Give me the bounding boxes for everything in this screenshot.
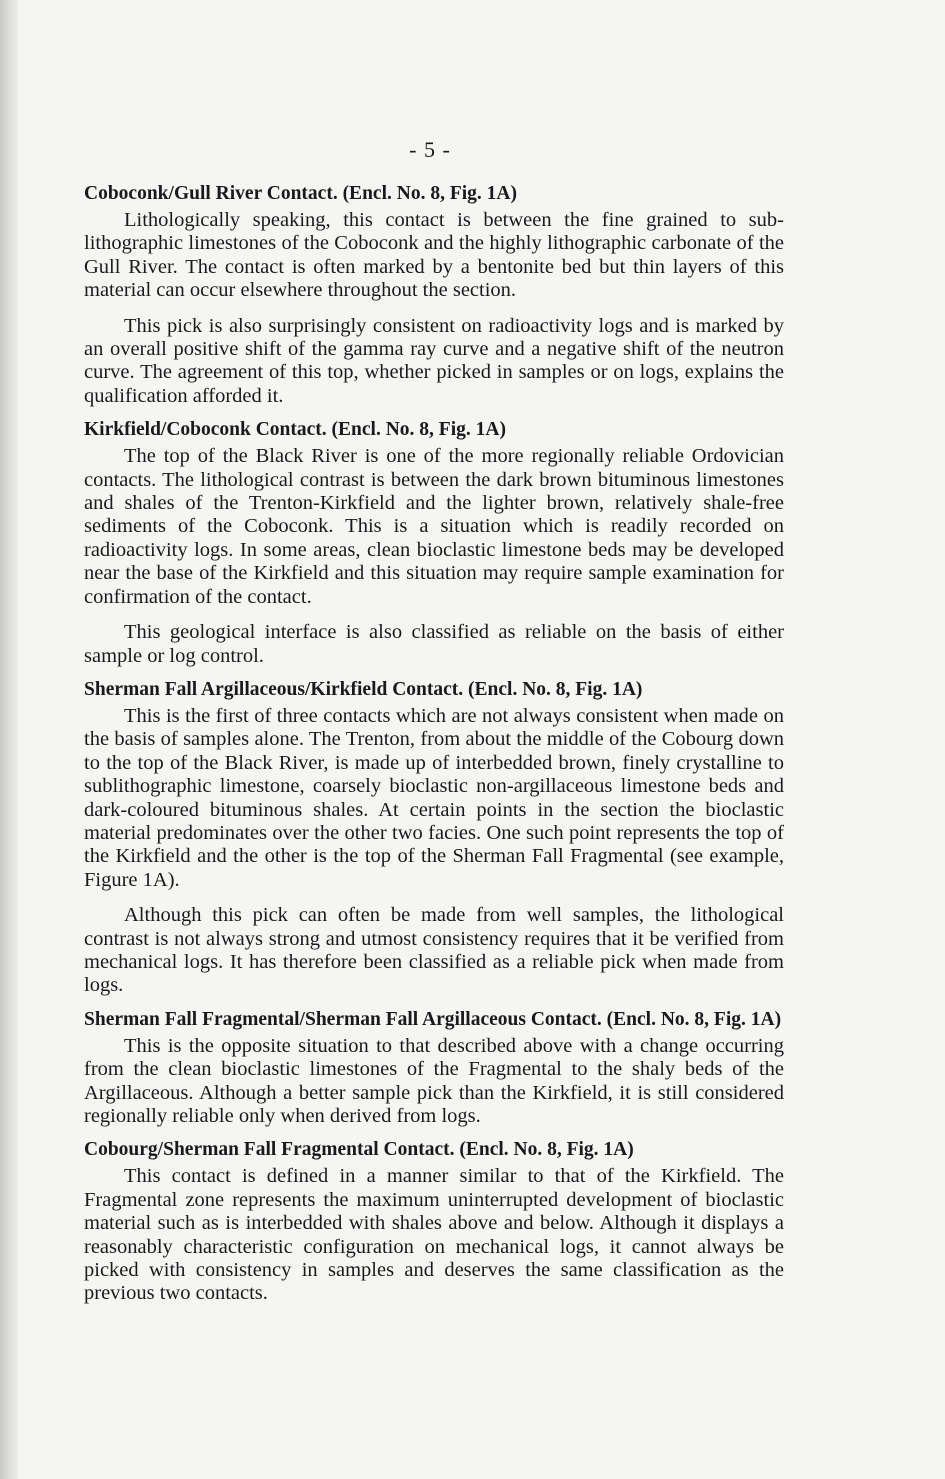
paragraph: Lithologically speaking, this contact is between the fine grained to sub-lithographic limestones of the Coboconk and the highly lithographic carbonate of the Gull River. The contact is often marked by a bentonite bed but thin layers of this material can occur elsewhere throughout the section. xyxy=(84,209,784,302)
document-body xyxy=(84,182,784,1316)
section-coboconk-gull-river xyxy=(84,182,784,408)
page-binding-edge xyxy=(0,0,18,1479)
section-heading: Coboconk/Gull River Contact. (Encl. No. 8, Fig. 1A) xyxy=(84,183,517,204)
section-sherman-fall-fragmental-argillaceous xyxy=(84,1008,784,1129)
paragraph: This is the opposite situation to that described above with a change occurring from the clean bioclastic limestones of the Fragmental to the shaly beds of the Argillaceous. Although a better sample pick than the Kirkfield, it is still considered regionally reliable only when derived from logs. xyxy=(84,1034,784,1127)
paragraph: This pick is also surprisingly consistent on radioactivity logs and is marked by an overall positive shift of the gamma ray curve and a negative shift of the neutron curve. The agreement of this top, whether picked in samples or on logs, explains the qualification afforded it. xyxy=(84,314,784,407)
paragraph: This is the first of three contacts which are not always consistent when made on the basis of samples alone. The Trenton, from about the middle of the Cobourg down to the top of the Black River, is made up of interbedded brown, finely crystalline to sublithographic limestone, coarsely bioclastic non-argillaceous limestone beds and dark-coloured bituminous shales. At certain points in the section the bioclastic material predominates over the other two facies. One such point represents the top of the Kirkfield and the other is the top of the Sherman Fall Fragmental (see example, Figure 1A). xyxy=(84,704,784,891)
section-cobourg-sherman-fall-fragmental xyxy=(84,1138,784,1305)
section-heading: Sherman Fall Argillaceous/Kirkfield Contact. (Encl. No. 8, Fig. 1A) xyxy=(84,678,643,700)
section-sherman-fall-argillaceous-kirkfield xyxy=(84,678,784,998)
section-heading: Cobourg/Sherman Fall Fragmental Contact. (Encl. No. 8, Fig. 1A) xyxy=(84,1139,634,1161)
section-heading: Sherman Fall Fragmental/Sherman Fall Argillaceous Contact. (Encl. No. 8, Fig. 1A) xyxy=(84,1008,782,1030)
page-number: - 5 - xyxy=(409,137,451,162)
section-heading: Kirkfield/Coboconk Contact. (Encl. No. 8, Fig. 1A) xyxy=(84,419,506,441)
paragraph: The top of the Black River is one of the more regionally reliable Ordovician contacts. The lithological contrast is between the dark brown bituminous limestones and shales of the Trenton-Kirkfield and the lighter brown, relatively shale-free sediments of the Coboconk. This is a situation which is readily recorded on radioactivity logs. In some areas, clean bioclastic limestone beds may be developed near the base of the Kirkfield and this situation may require sample examination for confirmation of the contact. xyxy=(84,445,784,608)
section-kirkfield-coboconk xyxy=(84,418,784,668)
paragraph: Although this pick can often be made from well samples, the lithological contrast is not always strong and utmost consistency requires that it be verified from mechanical logs. It has therefore been classified as a reliable pick when made from logs. xyxy=(84,904,784,997)
paragraph: This contact is defined in a manner similar to that of the Kirkfield. The Fragmental zone represents the maximum uninterrupted development of bioclastic material such as is interbedded with shales above and below. Although it displays a reasonably characteristic configuration on mechanical logs, it cannot always be picked with consistency in samples and deserves the same classification as the previous two contacts. xyxy=(84,1165,784,1305)
paragraph: This geological interface is also classified as reliable on the basis of either sample or log control. xyxy=(84,621,784,667)
